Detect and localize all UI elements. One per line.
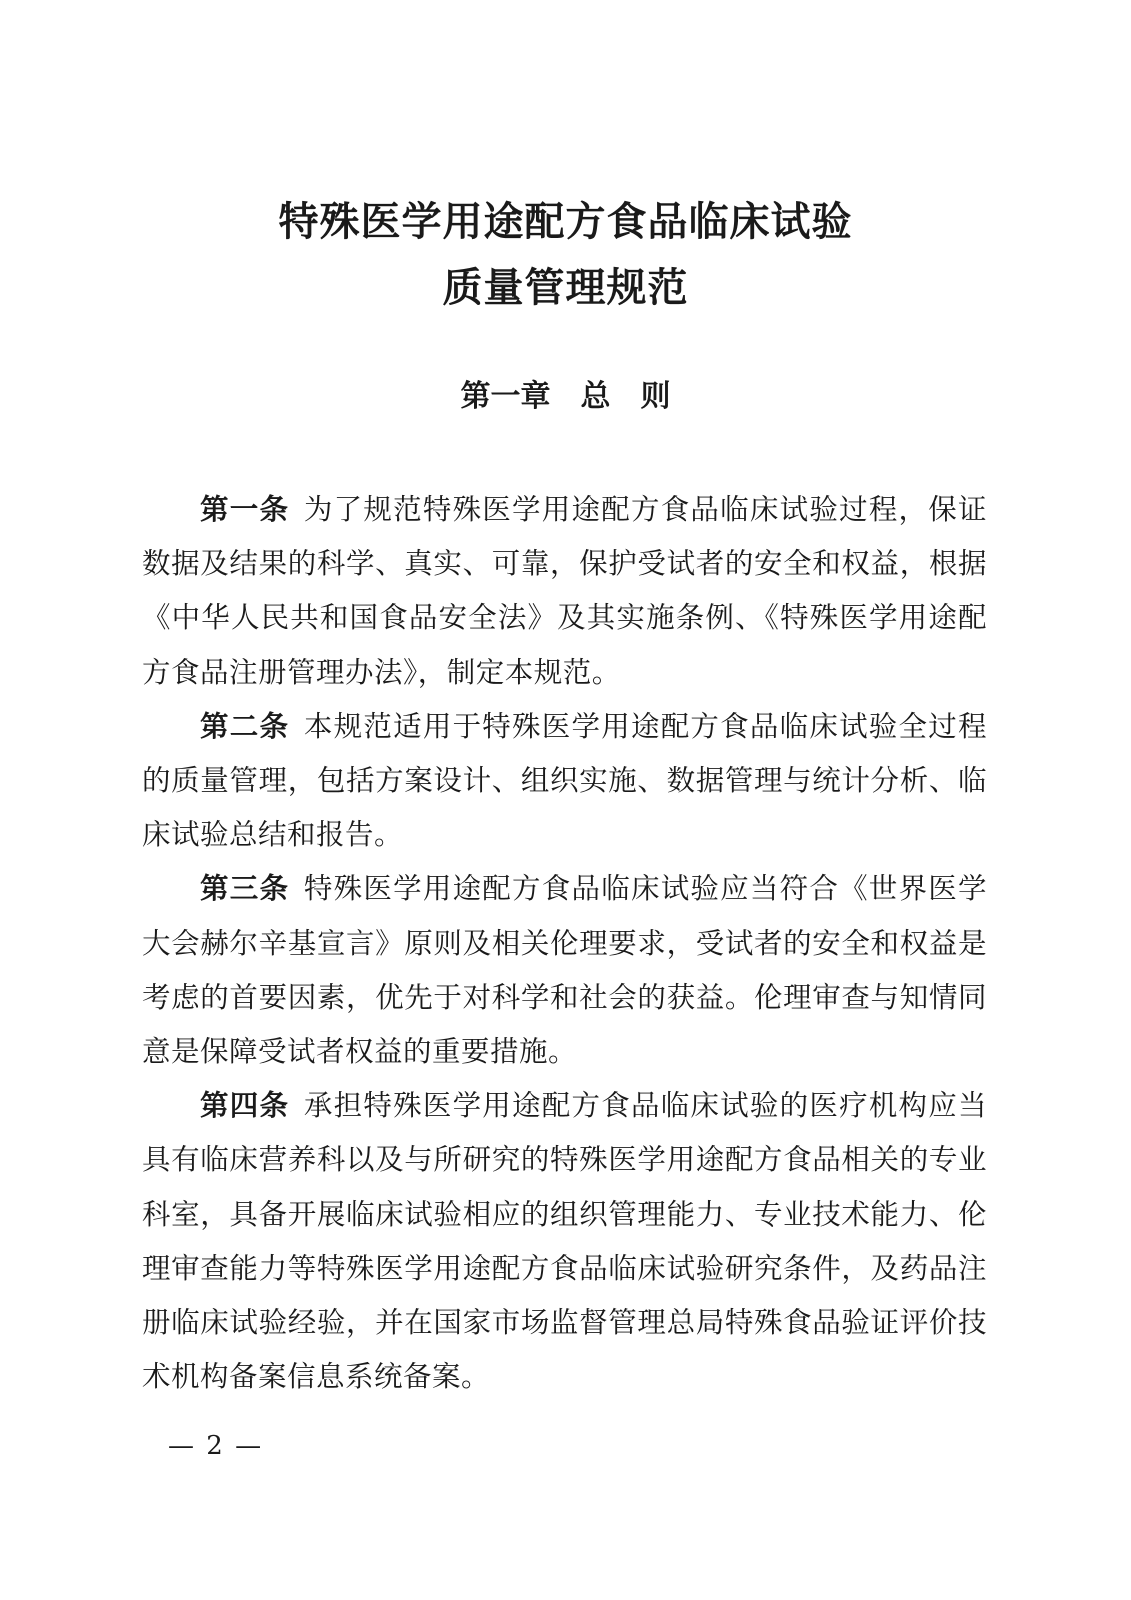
article-3 [142, 862, 987, 1079]
article-1-text: 为了规范特殊医学用途配方食品临床试验过程，保证数据及结果的科学、真实、可靠，保护受试者的安全和权益，根据《中华人民共和国食品安全法》及其实施条例、《特殊医学用途配方食品注册管理办法》，制定本规范。 [142, 493, 987, 689]
document-title-line-1: 特殊医学用途配方食品临床试验 [278, 199, 853, 245]
article-2 [142, 700, 987, 863]
article-1 [142, 483, 987, 700]
article-1-label: 第一条 [200, 493, 290, 526]
article-4-text: 承担特殊医学用途配方食品临床试验的医疗机构应当具有临床营养科以及与所研究的特殊医学用途配方食品相关的专业科室，具备开展临床试验相应的组织管理能力、专业技术能力、伦理审查能力等特殊医学用途配方食品临床试验研究条件，及药品注册临床试验经验，并在国家市场监督管理总局特殊食品验证评价技术机构备案信息系统备案。 [142, 1089, 987, 1394]
article-3-text: 特殊医学用途配方食品临床试验应当符合《世界医学大会赫尔辛基宣言》原则及相关伦理要求，受试者的安全和权益是考虑的首要因素，优先于对科学和社会的获益。伦理审查与知情同意是保障受试者权益的重要措施。 [142, 872, 987, 1069]
article-2-text: 本规范适用于特殊医学用途配方食品临床试验全过程的质量管理，包括方案设计、组织实施、数据管理与统计分析、临床试验总结和报告。 [142, 709, 987, 852]
document-body [142, 483, 987, 1404]
page-number: — 2 — [168, 1431, 264, 1461]
chapter-heading: 第一章 总 则 [460, 379, 671, 414]
document-title-line-2: 质量管理规范 [442, 265, 689, 311]
article-4 [142, 1079, 987, 1404]
article-2-label: 第二条 [200, 709, 290, 743]
article-3-label: 第三条 [200, 872, 290, 906]
article-4-label: 第四条 [200, 1089, 290, 1123]
